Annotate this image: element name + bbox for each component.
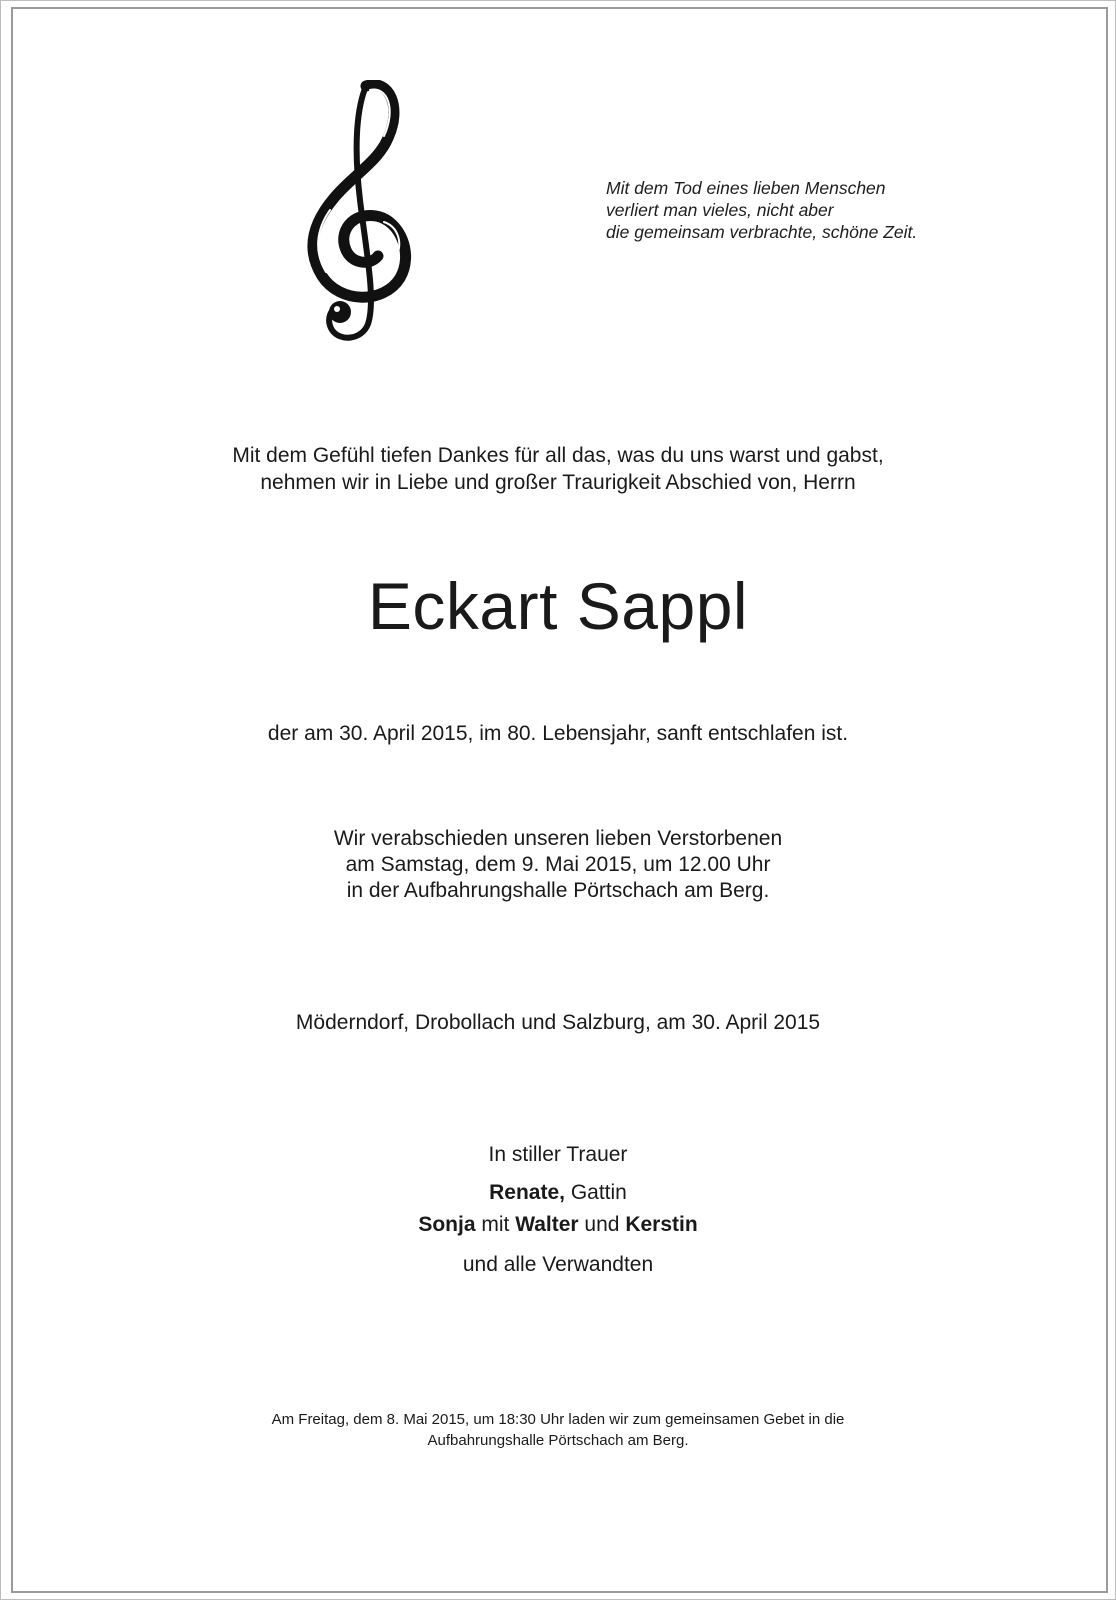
deceased-name: Eckart Sappl <box>367 569 749 643</box>
mourner-walter: Walter <box>515 1213 579 1236</box>
quote-line-2: verliert man vieles, nicht aber <box>606 200 834 220</box>
connector-mit: mit <box>475 1213 516 1236</box>
place-and-date: Möderndorf, Drobollach und Salzburg, am 30. April 2015 <box>295 1011 821 1034</box>
funeral-line-2: am Samstag, dem 9. Mai 2015, um 12.00 Uhr <box>345 853 771 876</box>
funeral-line-3: in der Aufbahrungshalle Pörtschach am Berg. <box>346 879 770 902</box>
quote-line-3: die gemeinsam verbrachte, schöne Zeit. <box>606 222 918 242</box>
intro-line-1: Mit dem Gefühl tiefen Dankes für all das, was du uns warst und gabst, <box>232 444 884 467</box>
footer-line-1: Am Freitag, dem 8. Mai 2015, um 18:30 Uhr laden wir zum gemeinsamen Gebet in die <box>271 1411 845 1428</box>
intro-line-2: nehmen wir in Liebe und großer Traurigkeit Abschied von, Herrn <box>260 471 856 494</box>
relatives-line: und alle Verwandten <box>462 1253 654 1276</box>
relation-gattin: Gattin <box>564 1181 627 1204</box>
family-line-2 <box>0 1211 1116 1238</box>
funeral-line-1: Wir verabschieden unseren lieben Verstorbenen <box>333 827 783 850</box>
inner-border <box>11 7 1108 1593</box>
quote-line-1: Mit dem Tod eines lieben Menschen <box>606 178 886 198</box>
prayer-notice <box>0 1409 1116 1451</box>
memorial-quote <box>606 177 1046 243</box>
intro-text <box>0 442 1116 496</box>
treble-clef-icon <box>300 80 420 342</box>
connector-und: und <box>578 1213 626 1236</box>
family-line-1 <box>0 1179 1116 1206</box>
mourner-sonja: Sonja <box>418 1213 476 1236</box>
funeral-details <box>0 826 1116 904</box>
footer-line-2: Aufbahrungshalle Pörtschach am Berg. <box>427 1432 689 1449</box>
mourning-heading: In stiller Trauer <box>488 1143 628 1166</box>
passing-text: der am 30. April 2015, im 80. Lebensjahr, sanft entschlafen ist. <box>267 722 849 745</box>
mourner-renate: Renate, <box>489 1181 565 1204</box>
mourner-kerstin: Kerstin <box>625 1213 698 1236</box>
